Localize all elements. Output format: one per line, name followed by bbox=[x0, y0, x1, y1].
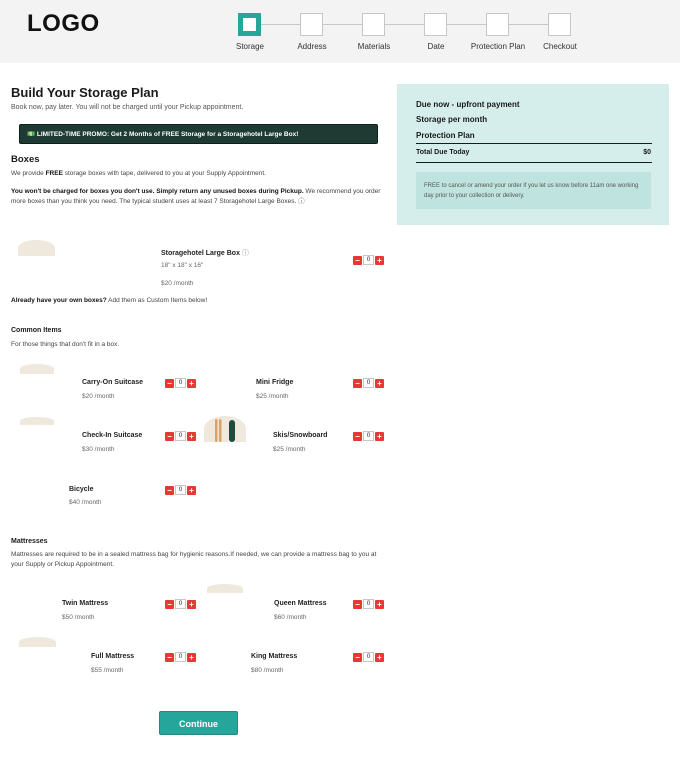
step-connector bbox=[508, 24, 548, 25]
item-price-full-mattress: $55 /month bbox=[91, 667, 124, 674]
info-icon[interactable]: ⓘ bbox=[298, 198, 305, 205]
boxes-warning bbox=[11, 187, 381, 207]
queen-mattress-image bbox=[207, 584, 243, 593]
page-subtitle: Book now, pay later. You will not be charged until your Pickup appointment. bbox=[11, 104, 244, 111]
large-box-image bbox=[18, 240, 55, 256]
skis-snowboard-image bbox=[204, 416, 246, 442]
item-price-check-in-suitcase: $30 /month bbox=[82, 446, 115, 453]
own-boxes-rest: Add them as Custom Items below! bbox=[106, 297, 208, 304]
common-items-description: For those things that don't fit in a box. bbox=[11, 341, 120, 348]
own-boxes-bold: Already have your own boxes? bbox=[11, 297, 107, 304]
order-summary-panel bbox=[397, 84, 669, 225]
mattresses-heading: Mattresses bbox=[11, 538, 48, 545]
large-box-name-text: Storagehotel Large Box bbox=[161, 250, 240, 257]
check-in-suitcase-quantity-stepper bbox=[165, 431, 196, 441]
large-box-price: $20 /month bbox=[161, 280, 194, 287]
step-label-storage: Storage bbox=[235, 42, 265, 51]
increment-button[interactable]: + bbox=[187, 432, 196, 441]
step-connector bbox=[384, 24, 424, 25]
item-price-twin-mattress: $50 /month bbox=[62, 614, 95, 621]
large-box-name bbox=[161, 248, 249, 258]
large-box-dimensions: 18" x 18" x 16" bbox=[161, 262, 204, 269]
step-protection-box[interactable] bbox=[486, 13, 509, 36]
summary-due-now: Due now - upfront payment bbox=[416, 100, 520, 109]
mini-fridge-quantity-stepper bbox=[353, 378, 384, 388]
promo-banner: 💵 LIMITED-TIME PROMO: Get 2 Months of FREE Storage for a Storagehotel Large Box! bbox=[19, 124, 378, 144]
boxes-warning-rest: We recommend you order more boxes than you think you need. The typical student uses at least 7 Storagehotel Large Boxes. bbox=[11, 188, 381, 205]
increment-button[interactable]: + bbox=[375, 600, 384, 609]
item-name-bicycle: Bicycle bbox=[69, 486, 94, 493]
step-label-protection-plan: Protection Plan bbox=[470, 42, 526, 51]
boxes-desc-post: storage boxes with tape, delivered to you at your Supply Appointment. bbox=[62, 170, 266, 177]
increment-button[interactable]: + bbox=[187, 379, 196, 388]
item-price-bicycle: $40 /month bbox=[69, 499, 102, 506]
quantity-field[interactable]: 0 bbox=[175, 431, 186, 441]
summary-total-value: $0 bbox=[643, 149, 651, 156]
quantity-field[interactable]: 0 bbox=[363, 431, 374, 441]
decrement-button[interactable]: − bbox=[353, 653, 362, 662]
step-connector bbox=[446, 24, 486, 25]
item-price-queen-mattress: $60 /month bbox=[274, 614, 307, 621]
skis-icon bbox=[204, 416, 246, 442]
logo[interactable]: LOGO bbox=[27, 10, 100, 37]
decrement-button[interactable]: − bbox=[353, 600, 362, 609]
quantity-field[interactable]: 0 bbox=[175, 652, 186, 662]
full-mattress-image bbox=[19, 637, 56, 647]
quantity-field[interactable]: 0 bbox=[363, 255, 374, 265]
skis-snowboard-quantity-stepper bbox=[353, 431, 384, 441]
step-connector bbox=[260, 24, 300, 25]
check-in-suitcase-image bbox=[20, 417, 54, 425]
quantity-field[interactable]: 0 bbox=[175, 485, 186, 495]
common-items-heading: Common Items bbox=[11, 327, 62, 334]
boxes-desc-free: FREE bbox=[45, 170, 63, 177]
item-name-mini-fridge: Mini Fridge bbox=[256, 379, 294, 386]
summary-divider bbox=[416, 162, 652, 163]
increment-button[interactable]: + bbox=[375, 379, 384, 388]
full-mattress-quantity-stepper bbox=[165, 652, 196, 662]
quantity-field[interactable]: 0 bbox=[363, 378, 374, 388]
decrement-button[interactable]: − bbox=[353, 256, 362, 265]
item-name-skis-snowboard: Skis/Snowboard bbox=[273, 432, 328, 439]
item-name-carry-on-suitcase: Carry-On Suitcase bbox=[82, 379, 144, 386]
decrement-button[interactable]: − bbox=[165, 653, 174, 662]
queen-mattress-quantity-stepper bbox=[353, 599, 384, 609]
step-label-materials: Materials bbox=[357, 42, 391, 51]
top-header bbox=[0, 0, 680, 63]
quantity-field[interactable]: 0 bbox=[175, 599, 186, 609]
step-label-checkout: Checkout bbox=[543, 42, 577, 51]
item-price-king-mattress: $80 /month bbox=[251, 667, 284, 674]
quantity-field[interactable]: 0 bbox=[363, 652, 374, 662]
step-label-address: Address bbox=[297, 42, 327, 51]
info-icon[interactable]: ⓘ bbox=[241, 250, 249, 257]
page-title: Build Your Storage Plan bbox=[11, 85, 159, 100]
bicycle-quantity-stepper bbox=[165, 485, 196, 495]
item-name-check-in-suitcase: Check-In Suitcase bbox=[82, 432, 143, 439]
item-name-king-mattress: King Mattress bbox=[251, 653, 298, 660]
continue-button[interactable]: Continue bbox=[159, 711, 238, 735]
boxes-desc-pre: We provide bbox=[11, 170, 46, 177]
twin-mattress-quantity-stepper bbox=[165, 599, 196, 609]
progress-stepper bbox=[0, 13, 680, 57]
step-checkout-box[interactable] bbox=[548, 13, 571, 36]
cancellation-note: FREE to cancel or amend your order if you let us know before 11am one working day prior to your collection or delivery. bbox=[416, 172, 651, 209]
decrement-button[interactable]: − bbox=[353, 432, 362, 441]
step-label-date: Date bbox=[427, 42, 445, 51]
large-box-quantity-stepper bbox=[353, 255, 384, 265]
boxes-description bbox=[11, 169, 266, 179]
item-price-skis-snowboard: $25 /month bbox=[273, 446, 306, 453]
decrement-button[interactable]: − bbox=[165, 486, 174, 495]
increment-button[interactable]: + bbox=[375, 432, 384, 441]
increment-button[interactable]: + bbox=[375, 653, 384, 662]
summary-divider bbox=[416, 143, 652, 144]
item-name-twin-mattress: Twin Mattress bbox=[62, 600, 109, 607]
summary-total-label: Total Due Today bbox=[416, 149, 470, 156]
boxes-heading: Boxes bbox=[11, 154, 40, 165]
mattresses-description: Mattresses are required to be in a sealed mattress bag for hygienic reasons.If needed, we can provide a mattress bag to you at your Supply or Pickup Appointment. bbox=[11, 551, 377, 568]
increment-button[interactable]: + bbox=[375, 256, 384, 265]
king-mattress-quantity-stepper bbox=[353, 652, 384, 662]
step-date-box[interactable] bbox=[424, 13, 447, 36]
carry-on-suitcase-image bbox=[20, 364, 54, 374]
item-price-mini-fridge: $25 /month bbox=[256, 393, 289, 400]
boxes-warning-bold: You won't be charged for boxes you don't use. Simply return any unused boxes during Pickup. bbox=[11, 188, 304, 195]
step-connector bbox=[322, 24, 362, 25]
decrement-button[interactable]: − bbox=[165, 379, 174, 388]
step-address-box[interactable] bbox=[300, 13, 323, 36]
decrement-button[interactable]: − bbox=[353, 379, 362, 388]
step-storage-box[interactable] bbox=[238, 13, 261, 36]
increment-button[interactable]: + bbox=[187, 653, 196, 662]
step-materials-box[interactable] bbox=[362, 13, 385, 36]
decrement-button[interactable]: − bbox=[165, 432, 174, 441]
increment-button[interactable]: + bbox=[187, 486, 196, 495]
quantity-field[interactable]: 0 bbox=[363, 599, 374, 609]
item-name-full-mattress: Full Mattress bbox=[91, 653, 135, 660]
summary-protection-plan: Protection Plan bbox=[416, 131, 475, 140]
quantity-field[interactable]: 0 bbox=[175, 378, 186, 388]
decrement-button[interactable]: − bbox=[165, 600, 174, 609]
item-price-carry-on-suitcase: $20 /month bbox=[82, 393, 115, 400]
increment-button[interactable]: + bbox=[187, 600, 196, 609]
summary-storage-per-month: Storage per month bbox=[416, 115, 488, 124]
item-name-queen-mattress: Queen Mattress bbox=[274, 600, 327, 607]
own-boxes-note bbox=[11, 296, 207, 306]
carry-on-suitcase-quantity-stepper bbox=[165, 378, 196, 388]
